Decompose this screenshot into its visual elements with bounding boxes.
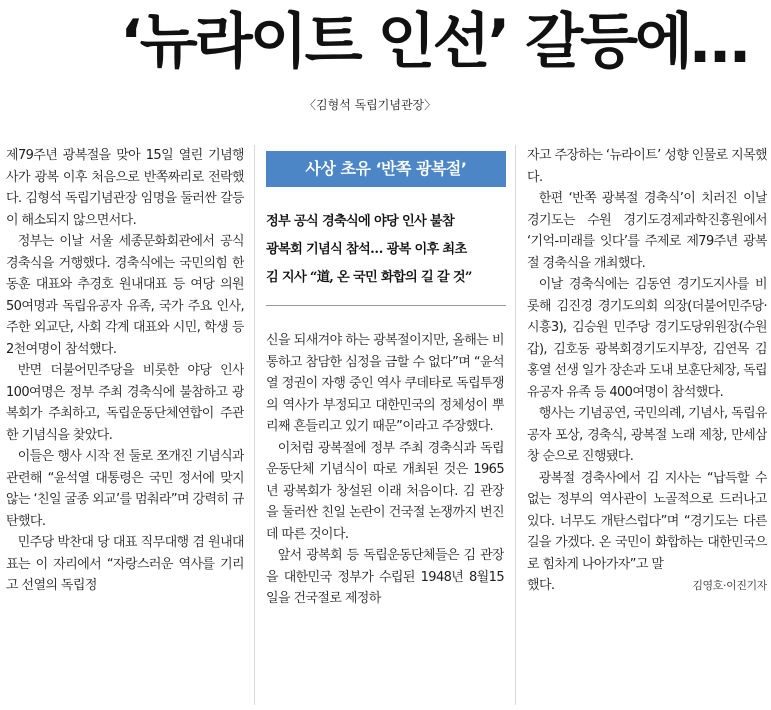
- subheadline-line: 김 지사 “道, 온 국민 화합의 길 갈 것”: [266, 270, 472, 285]
- subheadline-line: 정부 공식 경축식에 야당 인사 불참: [266, 214, 455, 229]
- paragraph-end: 했다.: [527, 578, 555, 593]
- paragraph: 정부는 이날 서울 세종문화회관에서 공식 경축식을 거행했다. 경축식에는 국민의힘 한동훈 대표와 추경호 원내대표 등 여당 의원 50여명과 독립유공자 유족, 국가 주요 인사, 주한 외교단, 사회 각계 대표와 시민, 학생 등 2천여명이 참석했다.: [6, 234, 244, 357]
- paragraph: 자고 주장하는 ‘뉴라이트’ 성향 인물로 지목했다.: [527, 148, 767, 185]
- closing-line: [527, 575, 767, 597]
- subheadline: [266, 208, 506, 292]
- headline: ‘뉴라이트 인선’ 갈등에…: [120, 7, 748, 77]
- subheadline-line: 광복회 기념식 참석… 광복 이후 최초: [266, 242, 467, 257]
- paragraph: 민주당 박찬대 당 대표 직무대행 겸 원내대표는 이 자리에서 “자랑스러운 역사를 기리고 선열의 독립정: [6, 535, 244, 593]
- reporter-signature: 김영호·이진기자: [692, 579, 767, 592]
- subheadline-rule: [266, 305, 506, 306]
- byline: 〈김형석 독립기념관장〉: [304, 98, 437, 112]
- section-label: 사상 초유 ‘반쪽 광복절’: [266, 151, 506, 187]
- paragraph: 한편 ‘반쪽 광복절 경축식’이 치러진 이날 경기도는 수원 경기도경제과학진흥원에서 ‘기억-미래를 잇다’를 주제로 제79주년 광복절 경축식을 개최했다.: [527, 191, 767, 271]
- paragraph: 반면 더불어민주당을 비롯한 야당 인사 100여명은 정부 주최 경축식에 불참하고 광복회가 주최하고, 독립운동단체연합이 주관한 기념식을 찾았다.: [6, 363, 244, 443]
- article-column-1: [6, 145, 244, 710]
- paragraph: 이들은 행사 시작 전 둘로 쪼개진 기념식과 관련해 “윤석열 대통령은 국민 정서에 맞지 않는 ‘친일 굴종 외교’를 멈춰라”며 강력히 규탄했다.: [6, 449, 244, 529]
- paragraph: 광복절 경축사에서 김 지사는 “납득할 수 없는 정부의 역사관이 노골적으로 드러나고 있다. 너무도 개탄스럽다”며 “경기도는 다른 길을 가겠다. 온 국민이 화합하는 대한민국으로 힘차게 나아가자”고 말: [527, 470, 767, 572]
- paragraph: 이날 경축식에는 김동연 경기도지사를 비롯해 김진경 경기도의회 의장(더불어민주당·시흥3), 김승원 민주당 경기도당위원장(수원갑), 김호동 광복회경기도지부장, 김연목 김홍열 선생 일가 장손과 도내 보훈단체장, 독립유공자 유족 등 400여명이 참석했다.: [527, 277, 767, 400]
- paragraph: 제79주년 광복절을 맞아 15일 열린 기념행사가 광복 이후 처음으로 반쪽짜리로 전락했다. 김형석 독립기념관장 임명을 둘러싼 갈등이 해소되지 않으면서다.: [6, 148, 244, 228]
- paragraph: 행사는 기념공연, 국민의례, 기념사, 독립유공자 포상, 경축식, 광복절 노래 제창, 만세삼창 순으로 진행됐다.: [527, 406, 767, 464]
- paragraph: 앞서 광복회 등 독립운동단체들은 김 관장을 대한민국 정부가 수립된 1948년 8월15일을 건국절로 제정하: [266, 548, 504, 606]
- article-column-3: [527, 145, 767, 710]
- paragraph: 이처럼 광복절에 정부 주최 경축식과 독립운동단체 기념식이 따로 개최된 것은 1965년 광복회가 창설된 이래 처음이다. 김 관장을 둘러싼 친일 논란이 건국절 논쟁까지 번진 데 따른 것이다.: [266, 440, 504, 542]
- paragraph: 신을 되새겨야 하는 광복절이지만, 올해는 비통하고 참담한 심정을 금할 수 없다”며 “윤석열 정권이 자행 중인 역사 쿠데타로 독립투쟁의 역사가 부정되고 대한민국의 정체성이 뿌리째 흔들리고 있기 때문”이라고 주장했다.: [266, 333, 504, 434]
- article-column-2: [266, 330, 504, 710]
- column-divider: [515, 145, 516, 705]
- column-divider: [254, 145, 255, 705]
